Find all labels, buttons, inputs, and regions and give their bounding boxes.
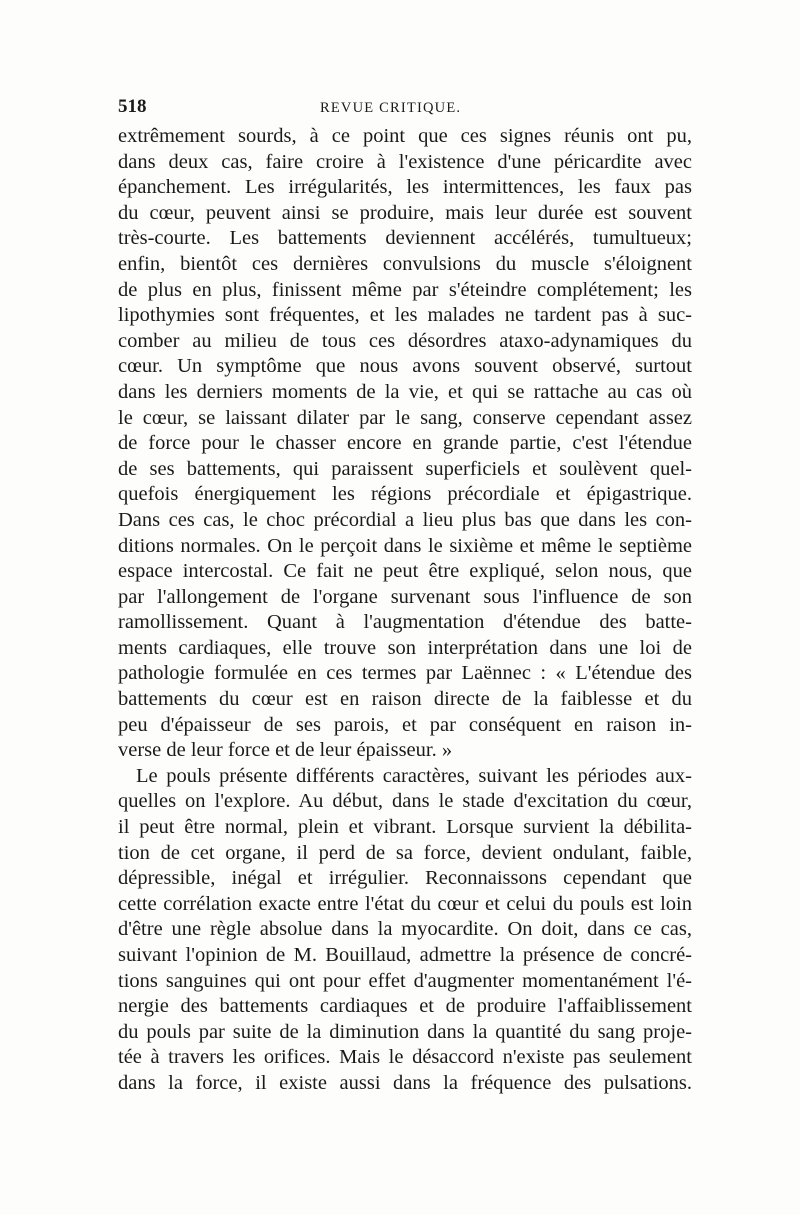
text-line: battements du cœur est en raison directe de la faiblesse et du	[118, 688, 692, 711]
running-title: REVUE CRITIQUE.	[320, 100, 462, 116]
text-line: quelles on l'explore. Au début, dans le stade d'excitation du cœur,	[118, 790, 692, 813]
text-line: tion de cet organe, il perd de sa force, devient ondulant, faible,	[118, 841, 692, 864]
text-line: ments cardiaques, elle trouve son interprétation dans une loi de	[118, 636, 692, 659]
text-line: dépressible, inégal et irrégulier. Reconnaissons cependant que	[118, 867, 692, 890]
text-line: très-courte. Les battements deviennent accélérés, tumultueux;	[118, 227, 692, 250]
text-line: enfin, bientôt ces dernières convulsions du muscle s'éloignent	[118, 252, 692, 275]
body-text	[118, 124, 692, 1184]
page-number: 518	[118, 96, 147, 117]
text-line: ramollissement. Quant à l'augmentation d'étendue des batte-	[118, 611, 692, 634]
text-line: Dans ces cas, le choc précordial a lieu plus bas que dans les con-	[118, 508, 692, 531]
text-line: espace intercostal. Ce fait ne peut être expliqué, selon nous, que	[118, 560, 692, 583]
text-line: cette corrélation exacte entre l'état du cœur et celui du pouls est loin	[118, 892, 692, 915]
text-line: comber au milieu de tous ces désordres ataxo-adynamiques du	[118, 329, 692, 352]
text-line: par l'allongement de l'organe survenant sous l'influence de son	[118, 585, 692, 608]
text-line: cœur. Un symptôme que nous avons souvent observé, surtout	[118, 355, 692, 378]
text-line: quefois énergiquement les régions précordiale et épigastrique.	[118, 483, 692, 506]
running-head	[118, 96, 690, 120]
text-line: suivant l'opinion de M. Bouillaud, admettre la présence de concré-	[118, 944, 692, 966]
text-line: le cœur, se laissant dilater par le sang, conserve cependant assez	[118, 406, 692, 429]
text-line: pathologie formulée en ces termes par Laënnec : « L'étendue des	[118, 662, 692, 685]
text-line: dans les derniers moments de la vie, et qui se rattache au cas où	[118, 380, 692, 403]
text-line: de force pour le chasser encore en grande partie, c'est l'étendue	[118, 432, 692, 455]
text-line: tée à travers les orifices. Mais le désaccord n'existe pas seulement	[118, 1046, 692, 1069]
text-line: peu d'épaisseur de ses parois, et par conséquent en raison in-	[118, 713, 692, 736]
text-line: nergie des battements cardiaques et de produire l'affaiblissement	[118, 995, 692, 1018]
paragraph-first-line: Le pouls présente différents caractères, suivant les périodes aux-	[136, 764, 692, 787]
paragraph-last-line: verse de leur force et de leur épaisseur. »	[118, 739, 453, 762]
text-line: dans la force, il existe aussi dans la fréquence des pulsations.	[118, 1071, 692, 1094]
text-line: extrêmement sourds, à ce point que ces signes réunis ont pu,	[118, 125, 692, 147]
text-line: tions sanguines qui ont pour effet d'augmenter momentanément l'é-	[118, 969, 692, 992]
text-line: il peut être normal, plein et vibrant. Lorsque survient la débilita-	[118, 816, 692, 839]
text-line: de plus en plus, finissent même par s'éteindre complétement; les	[118, 278, 692, 301]
text-line: ditions normales. On le perçoit dans le sixième et même le septième	[118, 534, 692, 557]
text-line: de ses battements, qui paraissent superficiels et soulèvent quel-	[118, 457, 692, 480]
text-line: épanchement. Les irrégularités, les intermittences, les faux pas	[118, 176, 692, 199]
text-line: du pouls par suite de la diminution dans la quantité du sang proje-	[118, 1020, 692, 1043]
text-line: d'être une règle absolue dans la myocardite. On doit, dans ce cas,	[118, 918, 692, 941]
text-line: lipothymies sont fréquentes, et les malades ne tardent pas à suc-	[118, 304, 692, 327]
text-line: dans deux cas, faire croire à l'existence d'une péricardite avec	[118, 150, 692, 173]
text-line: du cœur, peuvent ainsi se produire, mais leur durée est souvent	[118, 201, 692, 224]
